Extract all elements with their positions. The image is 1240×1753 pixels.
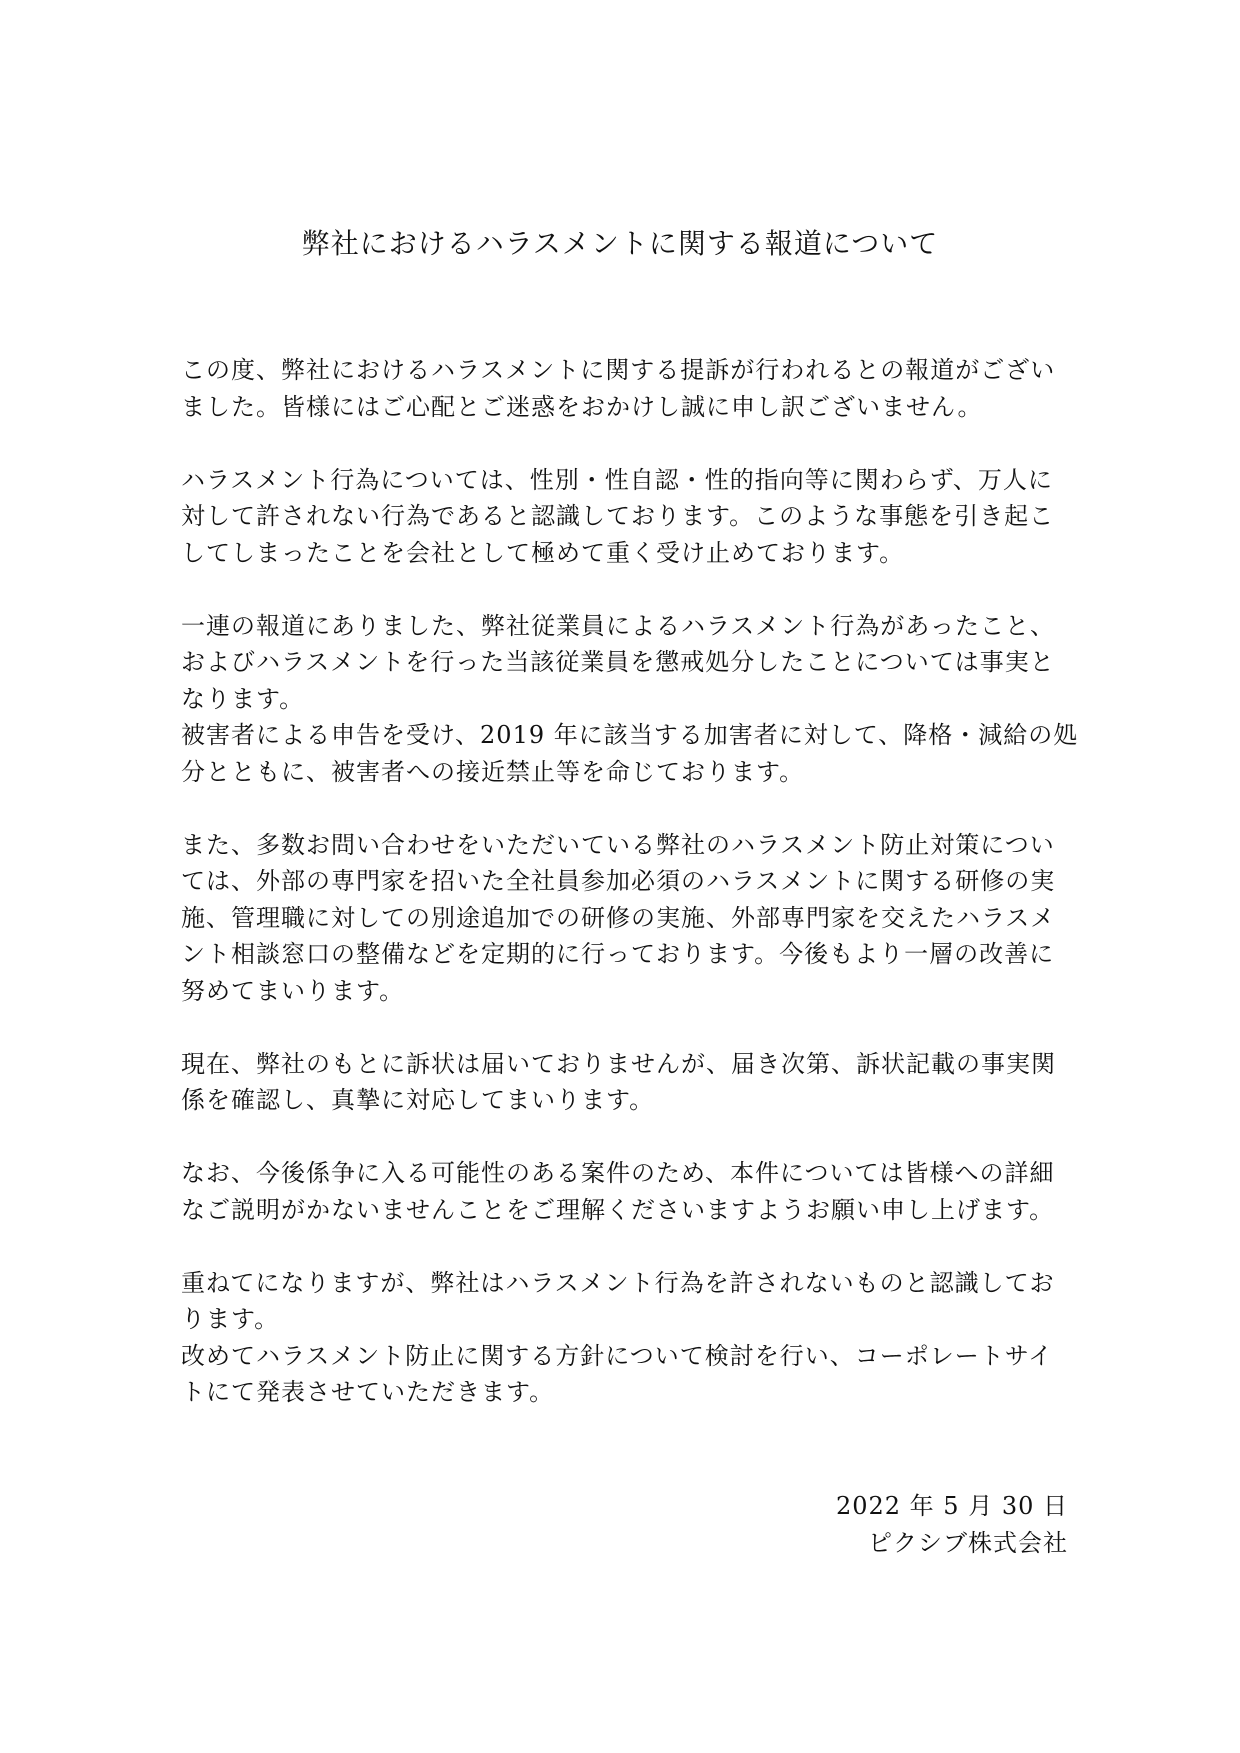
paragraph: [181, 462, 1071, 572]
company-name: ピクシブ株式会社: [868, 1528, 1068, 1557]
text-line: およびハラスメントを行った当該従業員を懲戒処分したことについては事実と: [181, 648, 1055, 676]
text-line: また、多数お問い合わせをいただいている弊社のハラスメント防止対策につい: [181, 830, 1055, 859]
text-line: ては、外部の専門家を招いた全社員参加必須のハラスメントに関する研修の実: [181, 867, 1056, 895]
text-line: 現在、弊社のもとに訴状は届いておりませんが、届き次第、訴状記載の事実関: [181, 1049, 1056, 1078]
paragraph: [181, 1155, 1071, 1228]
text-line: 分とともに、被害者への接近禁止等を命じております。: [181, 757, 805, 786]
text-line: なお、今後係争に入る可能性のある案件のため、本件については皆様への詳細: [181, 1159, 1055, 1187]
text-line: この度、弊社におけるハラスメントに関する提訴が行われるとの報道がござい: [181, 356, 1056, 384]
text-line: 重ねてになりますが、弊社はハラスメント行為を許されないものと認識してお: [181, 1268, 1055, 1297]
text-line: ハラスメント行為については、性別・性自認・性的指向等に関わらず、万人に: [181, 465, 1053, 494]
text-line: なご説明がかないませんことをご理解くださいますようお願い申し上げます。: [181, 1195, 1055, 1224]
document-body: [181, 352, 1079, 1447]
text-line: ります。: [181, 1305, 280, 1333]
text-line: 改めてハラスメント防止に関する方針について検討を行い、コーポレートサイ: [181, 1341, 1054, 1370]
text-line: 係を確認し、真摯に対応してまいります。: [181, 1086, 655, 1114]
text-line: トにて発表させていただきます。: [181, 1378, 555, 1406]
document-date: 2022 年 5 月 30 日: [835, 1492, 1068, 1520]
text-line: ました。皆様にはご心配とご迷惑をおかけし誠に申し訳ございません。: [181, 392, 983, 421]
text-line: 施、管理職に対しての別途追加での研修の実施、外部専門家を交えたハラスメ: [181, 903, 1056, 932]
text-line: なります。: [181, 684, 305, 713]
text-line: 努めてまいります。: [181, 976, 405, 1005]
text-line: 一連の報道にありました、弊社従業員によるハラスメント行為があったこと、: [181, 611, 1056, 640]
text-line: してしまったことを会社として極めて重く受け止めております。: [181, 538, 905, 567]
document-title: 弊社におけるハラスメントに関する報道について: [301, 227, 939, 260]
text-line: ント相談窓口の整備などを定期的に行っております。今後もより一層の改善に: [181, 940, 1055, 968]
paragraph: [181, 827, 1071, 1010]
paragraph: [181, 352, 1071, 425]
signature-block: [836, 1488, 1068, 1561]
paragraph: [181, 1265, 1071, 1411]
text-line: 被害者による申告を受け、2019 年に該当する加害者に対して、降格・減給の処: [181, 721, 1079, 749]
paragraph: [181, 608, 1079, 791]
paragraph: [181, 1046, 1071, 1119]
text-line: 対して許されない行為であると認識しております。このような事態を引き起こ: [181, 502, 1055, 530]
